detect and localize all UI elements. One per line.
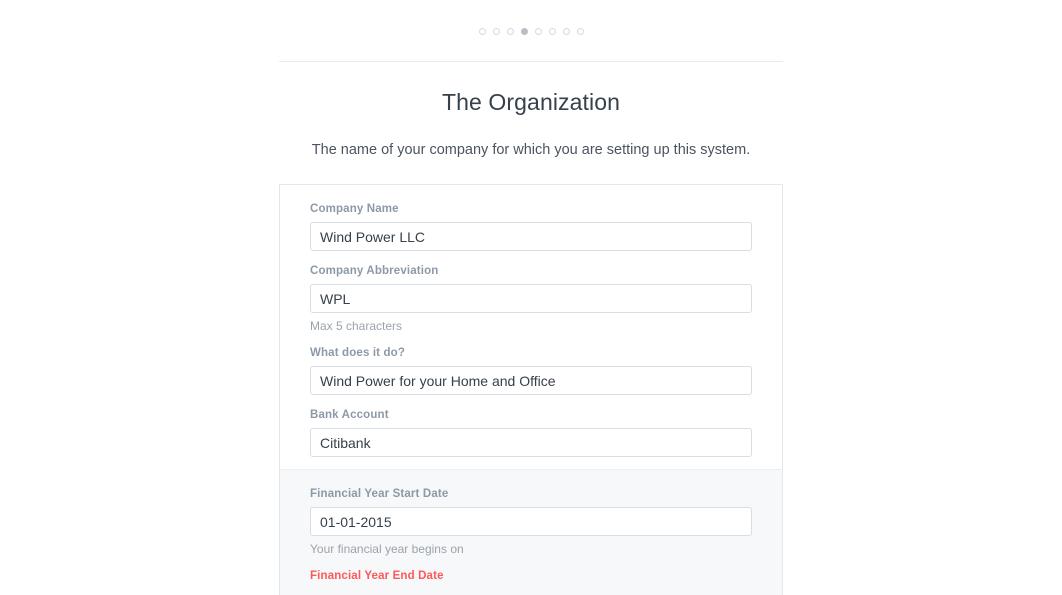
field-company-description: [310, 347, 752, 395]
wizard-step-dot-7[interactable]: [563, 28, 570, 35]
company-description-input[interactable]: [310, 366, 752, 395]
field-company-abbreviation: [310, 265, 752, 333]
wizard-container: [279, 0, 783, 595]
company-name-input[interactable]: [310, 222, 752, 251]
field-label-bank-account: Bank Account: [310, 409, 389, 421]
help-financial-year-start-date: Your financial year begins on: [310, 542, 464, 556]
header-divider: [279, 61, 783, 62]
field-label-company-name: Company Name: [310, 203, 399, 215]
field-financial-year-end-date: [310, 570, 752, 582]
field-bank-account: [310, 409, 752, 457]
field-label-financial-year-start-date: Financial Year Start Date: [310, 488, 449, 500]
field-label-company-abbreviation: Company Abbreviation: [310, 265, 439, 277]
bank-account-input[interactable]: [310, 428, 752, 457]
form-section-company: [280, 185, 782, 469]
wizard-step-dot-4[interactable]: [521, 28, 528, 35]
form-section-financial-year: [280, 469, 782, 595]
wizard-step-dot-2[interactable]: [493, 28, 500, 35]
wizard-step-dot-8[interactable]: [577, 28, 584, 35]
organization-form-card: [279, 184, 783, 595]
field-company-name: [310, 203, 752, 251]
help-company-abbreviation: Max 5 characters: [310, 319, 403, 333]
field-label-financial-year-end-date: Financial Year End Date: [310, 570, 444, 582]
field-financial-year-start-date: [310, 488, 752, 556]
wizard-progress-dots: [279, 20, 783, 42]
page-title: The Organization: [441, 89, 621, 115]
wizard-step-dot-6[interactable]: [549, 28, 556, 35]
company-abbreviation-input[interactable]: [310, 284, 752, 313]
financial-year-start-date-input[interactable]: [310, 507, 752, 536]
field-label-company-description: What does it do?: [310, 347, 406, 359]
wizard-step-dot-3[interactable]: [507, 28, 514, 35]
page-subtitle: The name of your company for which you are setting up this system.: [311, 142, 751, 158]
wizard-step-dot-1[interactable]: [479, 28, 486, 35]
wizard-step-dot-5[interactable]: [535, 28, 542, 35]
